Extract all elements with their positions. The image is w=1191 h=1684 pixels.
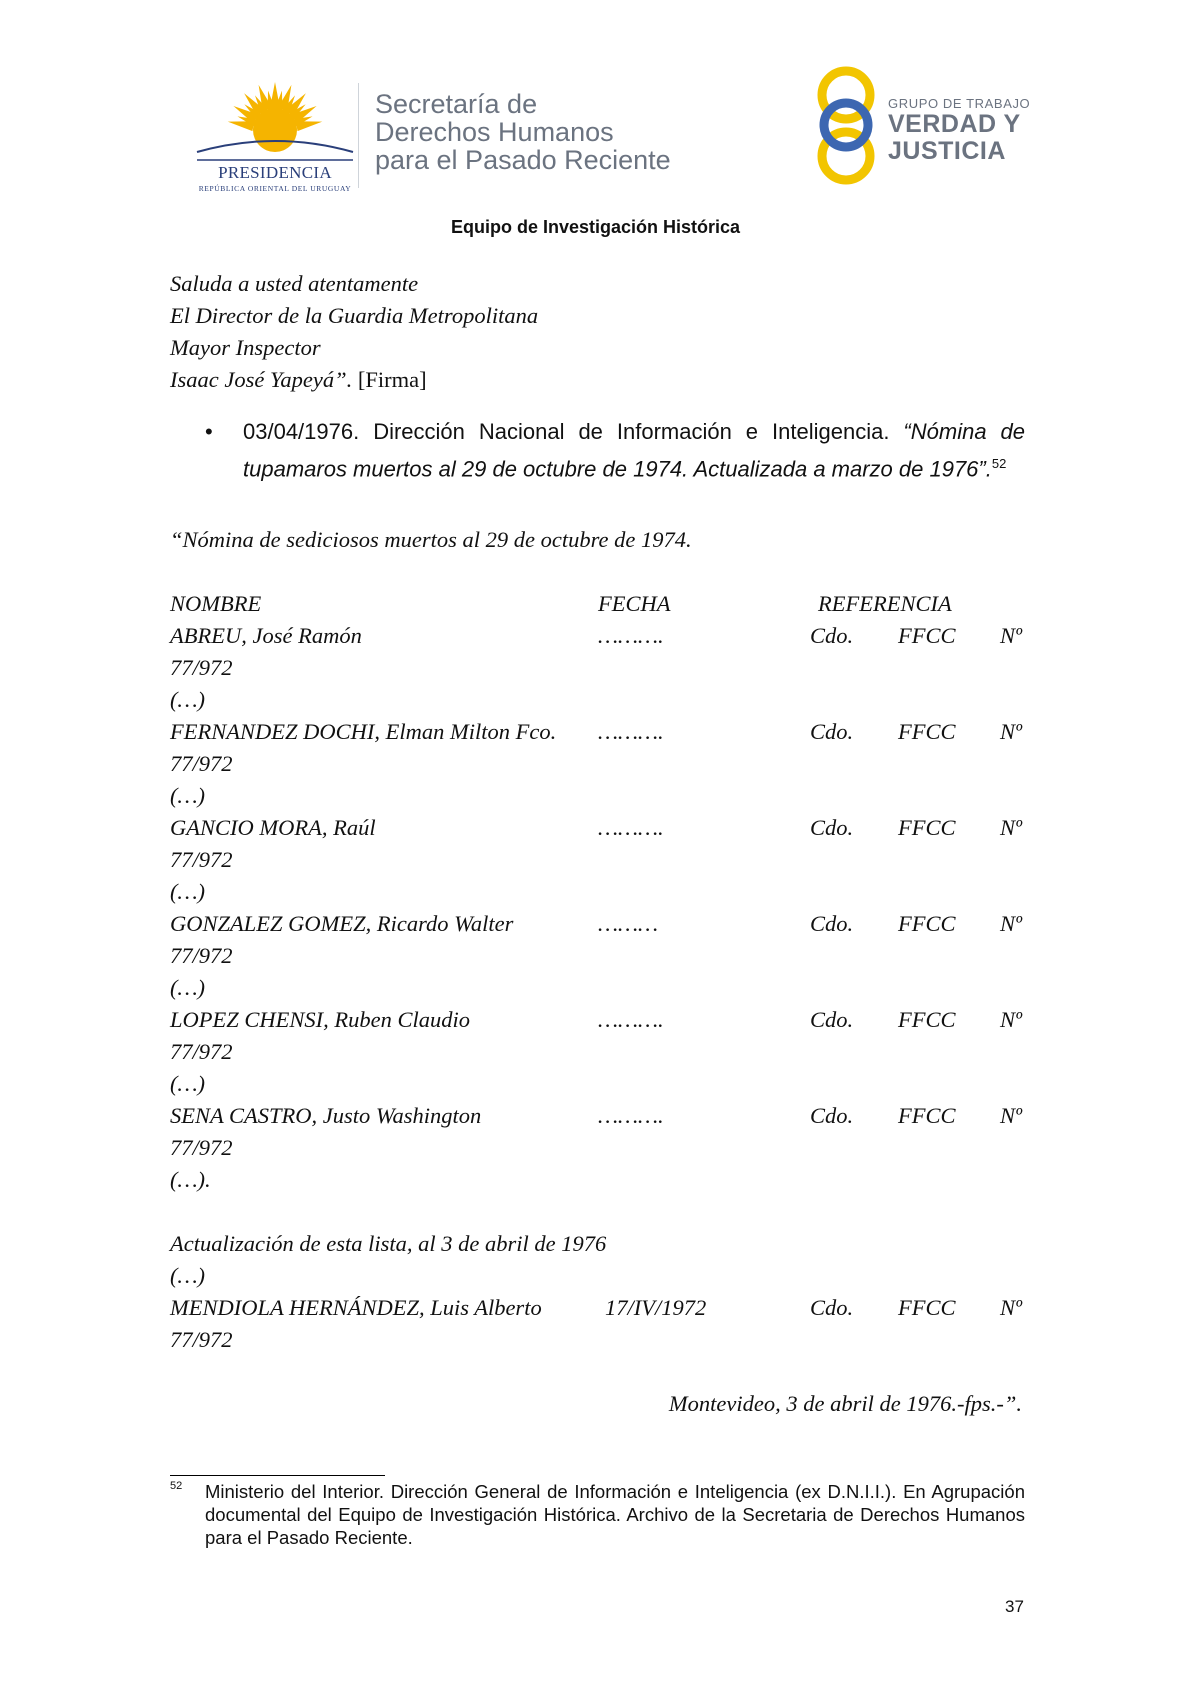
row-ellipsis-line [170, 972, 1030, 1004]
table-row [170, 908, 1030, 940]
row-ellipsis: (…) [170, 783, 205, 808]
signature-note: [Firma] [352, 367, 427, 392]
gvj-logo-text [888, 96, 1030, 165]
secretaria-logo-text [375, 90, 671, 174]
row-ellipsis-line [170, 1068, 1030, 1100]
row-date: ………. [598, 1103, 664, 1128]
row-ellipsis-line [170, 1164, 1030, 1196]
bullet-lead: 03/04/1976. Dirección Nacional de Información e Inteligencia. [243, 419, 904, 444]
signoff: Montevideo, 3 de abril de 1976.-fps.-”. [668, 1391, 1022, 1416]
closing-line-3: Mayor Inspector [170, 335, 321, 360]
row-ffcc: FFCC [898, 719, 956, 744]
signatory-name: Isaac José Yapeyá”. [170, 367, 353, 392]
secretaria-line-2: Derechos Humanos [375, 117, 614, 147]
row-name: MENDIOLA HERNÁNDEZ, Luis Alberto [170, 1295, 542, 1320]
list-title: “Nómina de sediciosos muertos al 29 de octubre de 1974. [170, 527, 692, 552]
row-cdo: Cdo. [810, 1295, 854, 1320]
table-row [170, 716, 1030, 748]
row-ellipsis: (…) [170, 879, 205, 904]
bullet-title: “Nómina de tupamaros muertos al 29 de octubre de 1974. Actualizada a marzo de 1976”. [243, 419, 1026, 482]
row-name: FERNANDEZ DOCHI, Elman Milton Fco. [170, 719, 557, 744]
row-date: ………. [598, 1007, 664, 1032]
row-date: ………. [598, 719, 664, 744]
row-name: LOPEZ CHENSI, Ruben Claudio [170, 1007, 471, 1032]
row-ffcc: FFCC [898, 1007, 956, 1032]
row-number-line [170, 748, 1030, 780]
update-number-line [170, 1324, 1030, 1356]
bullet-marker: • [205, 419, 213, 444]
secretaria-line-3: para el Pasado Reciente [375, 145, 671, 175]
gvj-rings-icon [810, 63, 890, 188]
row-date: ……… [598, 911, 659, 936]
row-no: Nº [1000, 911, 1022, 936]
table-row [170, 812, 1030, 844]
table-row [170, 1004, 1030, 1036]
row-ffcc: FFCC [898, 623, 956, 648]
row-number: 77/972 [170, 1135, 233, 1160]
row-ellipsis: (…) [170, 975, 205, 1000]
row-no: Nº [1000, 815, 1022, 840]
row-number: 77/972 [170, 943, 233, 968]
row-ffcc: FFCC [898, 1103, 956, 1128]
row-date: ………. [598, 623, 664, 648]
logo-divider [358, 83, 359, 188]
footnote-number: 52 [170, 1480, 183, 1492]
row-number: 77/972 [170, 751, 233, 776]
row-name: ABREU, José Ramón [170, 623, 362, 648]
secretaria-line-1: Secretaría de [375, 89, 538, 119]
row-name: GANCIO MORA, Raúl [170, 815, 376, 840]
row-number: 77/972 [170, 1039, 233, 1064]
row-date: 17/IV/1972 [605, 1295, 707, 1320]
row-cdo: Cdo. [810, 1007, 854, 1032]
row-no: Nº [1000, 1295, 1022, 1320]
row-number-line [170, 1132, 1030, 1164]
row-number-line [170, 844, 1030, 876]
update-title: Actualización de esta lista, al 3 de abril de 1976 [170, 1231, 607, 1256]
closing-line-2: El Director de la Guardia Metropolitana [170, 303, 539, 328]
row-cdo: Cdo. [810, 911, 854, 936]
footnote-ref[interactable]: 52 [991, 456, 1007, 471]
presidencia-logo [195, 78, 355, 198]
header-ref: REFERENCIA [818, 591, 952, 616]
row-number-line [170, 652, 1030, 684]
row-no: Nº [1000, 1007, 1022, 1032]
team-title: Equipo de Investigación Histórica [450, 217, 741, 237]
page-header [0, 58, 1191, 198]
bullet-text [243, 416, 1025, 485]
footnote-text: Ministerio del Interior. Dirección General de Información e Inteligencia (ex D.N.I.I.). En Agrupación documental del Equipo de Investigación Histórica. Archivo de la Secretaria de Derechos Humanos para el Pasado Reciente. [205, 1481, 1025, 1548]
row-ellipsis-line [170, 684, 1030, 716]
footnote-rule [170, 1475, 385, 1476]
row-ellipsis-line [170, 876, 1030, 908]
gvj-small: GRUPO DE TRABAJO [888, 96, 1031, 111]
update-title-line [170, 1228, 1030, 1260]
closing-line-4 [170, 364, 427, 396]
table-row [170, 620, 1030, 652]
gvj-big-1: VERDAD Y [888, 110, 1021, 138]
row-ffcc: FFCC [898, 911, 956, 936]
header-date: FECHA [598, 591, 671, 616]
presidencia-word: PRESIDENCIA [218, 163, 332, 182]
row-ellipsis: (…) [170, 687, 205, 712]
row-no: Nº [1000, 623, 1022, 648]
sun-icon [195, 78, 355, 163]
row-number: 77/972 [170, 847, 233, 872]
row-number-line [170, 940, 1030, 972]
row-ellipsis: (…) [170, 1071, 205, 1096]
header-name: NOMBRE [170, 591, 262, 616]
table-header [170, 588, 1030, 620]
update-ellipsis-line [170, 1260, 1030, 1292]
gvj-big-2: JUSTICIA [888, 137, 1006, 165]
row-number: 77/972 [170, 655, 233, 680]
update-row [170, 1292, 1030, 1324]
closing-line-1: Saluda a usted atentamente [170, 271, 419, 296]
update-ellipsis: (…) [170, 1263, 205, 1288]
page-number: 37 [1005, 1597, 1024, 1616]
row-cdo: Cdo. [810, 815, 854, 840]
row-number: 77/972 [170, 1327, 233, 1352]
row-name: GONZALEZ GOMEZ, Ricardo Walter [170, 911, 514, 936]
row-ellipsis: (…). [170, 1167, 211, 1192]
row-number-line [170, 1036, 1030, 1068]
row-no: Nº [1000, 719, 1022, 744]
row-cdo: Cdo. [810, 719, 854, 744]
row-no: Nº [1000, 1103, 1022, 1128]
row-cdo: Cdo. [810, 1103, 854, 1128]
table-row [170, 1100, 1030, 1132]
presidencia-subtitle: REPÚBLICA ORIENTAL DEL URUGUAY [198, 184, 352, 193]
row-date: ………. [598, 815, 664, 840]
row-ellipsis-line [170, 780, 1030, 812]
row-ffcc: FFCC [898, 1295, 956, 1320]
row-name: SENA CASTRO, Justo Washington [170, 1103, 482, 1128]
row-ffcc: FFCC [898, 815, 956, 840]
row-cdo: Cdo. [810, 623, 854, 648]
